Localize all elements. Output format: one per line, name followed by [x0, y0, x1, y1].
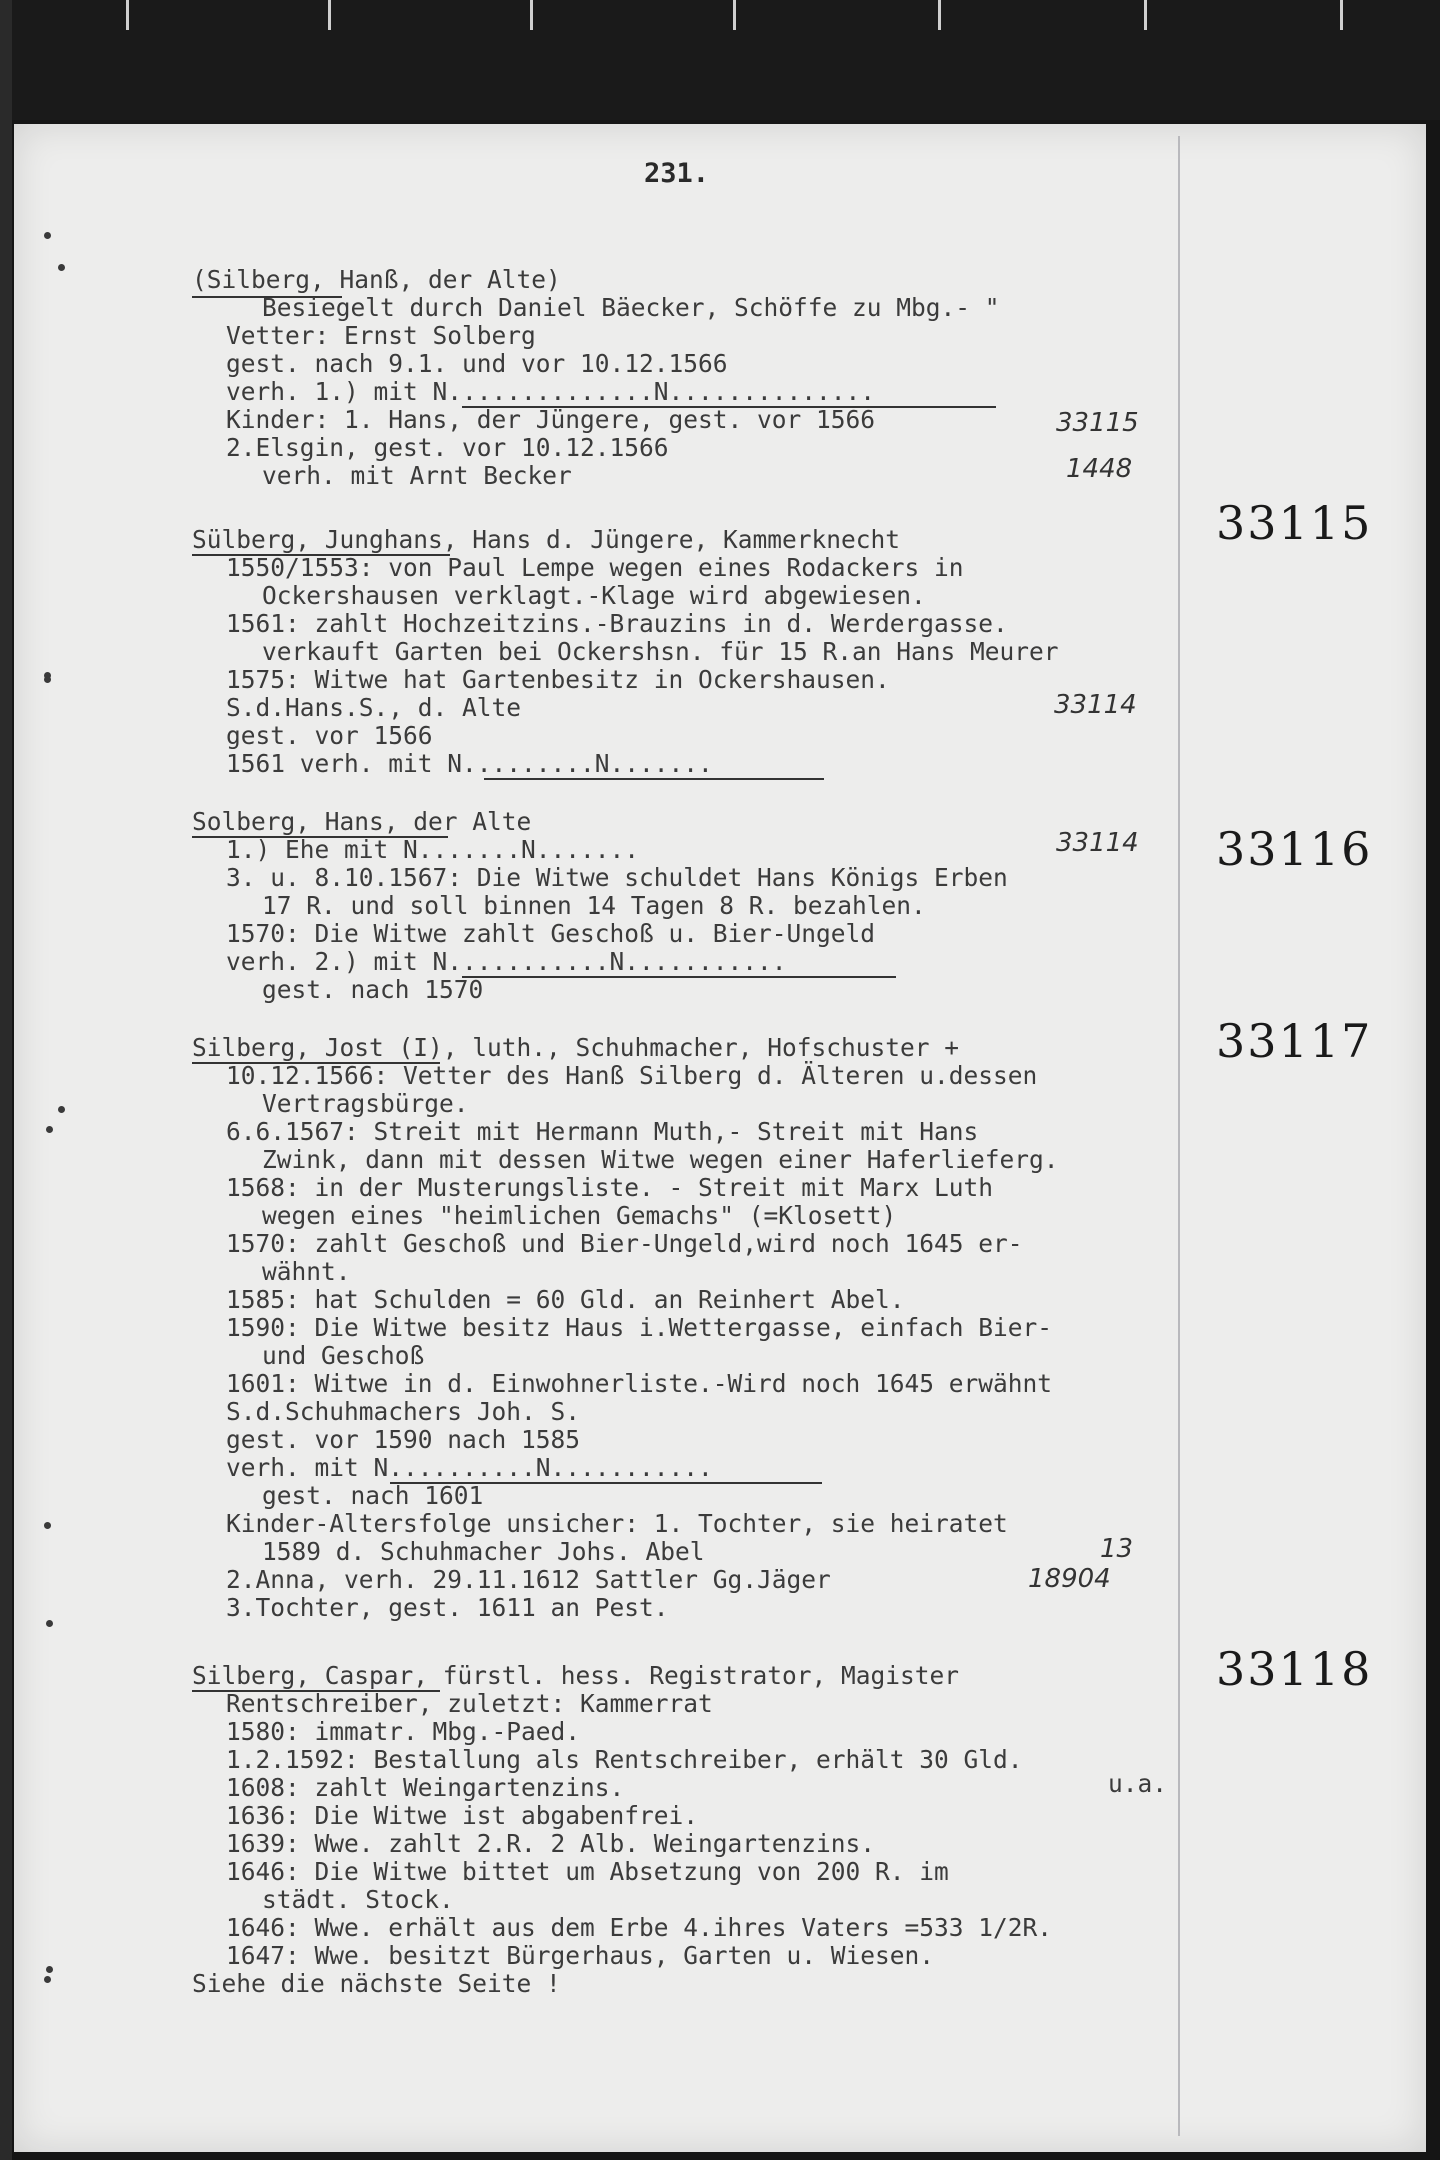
margin-rule	[1178, 136, 1180, 2136]
entry-line: 3.Tochter, gest. 1611 an Pest.	[226, 1593, 669, 1622]
page-number: 231.	[644, 158, 710, 189]
entry-line: verkauft Garten bei Ockershsn. für 15 R.an Hans Meurer	[262, 637, 1059, 666]
entry-line: 1.2.1592: Bestallung als Rentschreiber, erhält 30 Gld.	[226, 1745, 1023, 1774]
punch-mark	[44, 232, 51, 239]
entry-line: 1585: hat Schulden = 60 Gld. an Reinhert Abel.	[226, 1285, 905, 1314]
entry-line: 1589 d. Schuhmacher Johs. Abel	[262, 1537, 705, 1566]
entry-line: Vetter: Ernst Solberg	[226, 321, 536, 350]
entry-line: 1580: immatr. Mbg.-Paed.	[226, 1717, 581, 1746]
entry-line: Vertragsbürge.	[262, 1089, 469, 1118]
scanner-left-edge	[0, 0, 12, 2160]
entry-line: wegen eines "heimlichen Gemachs" (=Klosett)	[262, 1201, 897, 1230]
entry-line: S.d.Schuhmachers Joh. S.	[226, 1397, 581, 1426]
entry-line: 1646: Die Witwe bittet um Absetzung von 200 R. im	[226, 1857, 949, 1886]
punch-mark	[46, 1620, 53, 1627]
entry-line: 1568: in der Musterungsliste. - Streit mit Marx Luth	[226, 1173, 994, 1202]
handwritten-note: 33115	[1056, 408, 1139, 438]
entry-line: 1636: Die Witwe ist abgabenfrei.	[226, 1801, 699, 1830]
entry-line: gest. nach 9.1. und vor 10.12.1566	[226, 349, 728, 378]
handwritten-note: 33114	[1054, 690, 1137, 720]
entry-line: verh. 2.) mit N...........N...........	[226, 947, 787, 976]
entry-line: 2.Anna, verh. 29.11.1612 Sattler Gg.Jäger	[226, 1565, 831, 1594]
entry-heading: Solberg, Hans, der Alte	[192, 807, 532, 836]
punch-mark	[44, 672, 51, 679]
entry-line: Ockershausen verklagt.-Klage wird abgewiesen.	[262, 581, 926, 610]
reference-number: 33118	[1216, 1642, 1373, 1696]
entry-line: Besiegelt durch Daniel Bäecker, Schöffe zu Mbg.- "	[262, 293, 1000, 322]
entry-line: 1647: Wwe. besitzt Bürgerhaus, Garten u. Wiesen.	[226, 1941, 935, 1970]
reference-number: 33115	[1216, 496, 1373, 550]
entry-line: verh. mit Arnt Becker	[262, 461, 572, 490]
scanner-top-strip	[0, 0, 1440, 120]
line-underline	[462, 976, 896, 978]
scanner-tick	[938, 0, 941, 30]
entry-heading: (Silberg, Hanß, der Alte)	[192, 265, 561, 294]
entry-line: Kinder-Altersfolge unsicher: 1. Tochter, sie heiratet	[226, 1509, 1008, 1538]
scanner-tick	[530, 0, 533, 30]
typed-note: u.a.	[1108, 1769, 1168, 1798]
entry-line: 1575: Witwe hat Gartenbesitz in Ockershausen.	[226, 665, 890, 694]
scanner-tick	[1340, 0, 1343, 30]
entry-line: 1570: Die Witwe zahlt Geschoß u. Bier-Ungeld	[226, 919, 876, 948]
entry-line: gest. vor 1566	[226, 721, 433, 750]
entry-line: 10.12.1566: Vetter des Hanß Silberg d. Älteren u.dessen	[226, 1061, 1038, 1090]
scanner-tick	[733, 0, 736, 30]
entry-line: städt. Stock.	[262, 1885, 454, 1914]
reference-number: 33116	[1216, 822, 1373, 876]
entry-line: 1.) Ehe mit N.......N.......	[226, 835, 640, 864]
document-page	[14, 124, 1426, 2152]
entry-line: und Geschoß	[262, 1341, 425, 1370]
punch-mark	[46, 1966, 53, 1973]
scanner-tick	[126, 0, 129, 30]
entry-line: 3. u. 8.10.1567: Die Witwe schuldet Hans Königs Erben	[226, 863, 1008, 892]
handwritten-note: 13	[1100, 1534, 1134, 1564]
entry-heading: Silberg, Jost (I), luth., Schuhmacher, Hofschuster +	[192, 1033, 960, 1062]
entry-line: verh. 1.) mit N..............N..............	[226, 377, 876, 406]
punch-mark	[58, 264, 65, 271]
punch-mark	[58, 1106, 65, 1113]
entry-line: gest. nach 1601	[262, 1481, 484, 1510]
handwritten-note: 1448	[1066, 454, 1133, 484]
entry-line: wähnt.	[262, 1257, 351, 1286]
entry-line: 1561 verh. mit N.........N.......	[226, 749, 713, 778]
entry-line: 1608: zahlt Weingartenzins.	[226, 1773, 625, 1802]
entry-line: Kinder: 1. Hans, der Jüngere, gest. vor 1566	[226, 405, 876, 434]
handwritten-note: 33114	[1056, 828, 1139, 858]
entry-line: Siehe die nächste Seite !	[192, 1969, 561, 1998]
entry-heading: Silberg, Caspar, fürstl. hess. Registrator, Magister	[192, 1661, 960, 1690]
entry-line: Zwink, dann mit dessen Witwe wegen einer Haferlieferg.	[262, 1145, 1059, 1174]
entry-line: 1639: Wwe. zahlt 2.R. 2 Alb. Weingartenzins.	[226, 1829, 876, 1858]
punch-mark	[44, 1976, 51, 1983]
handwritten-note: 18904	[1028, 1564, 1111, 1594]
punch-mark	[46, 1126, 53, 1133]
reference-number: 33117	[1216, 1014, 1373, 1068]
entry-line: 1550/1553: von Paul Lempe wegen eines Rodackers in	[226, 553, 964, 582]
entry-line: gest. vor 1590 nach 1585	[226, 1425, 581, 1454]
entry-line: 1646: Wwe. erhält aus dem Erbe 4.ihres Vaters =533 1/2R.	[226, 1913, 1053, 1942]
punch-mark	[44, 1522, 51, 1529]
entry-line: 17 R. und soll binnen 14 Tagen 8 R. bezahlen.	[262, 891, 926, 920]
scanner-tick	[328, 0, 331, 30]
entry-line: verh. mit N..........N...........	[226, 1453, 713, 1482]
entry-line: 1570: zahlt Geschoß und Bier-Ungeld,wird noch 1645 er-	[226, 1229, 1023, 1258]
entry-line: 1590: Die Witwe besitz Haus i.Wettergasse, einfach Bier-	[226, 1313, 1053, 1342]
entry-heading: Sülberg, Junghans, Hans d. Jüngere, Kammerknecht	[192, 525, 901, 554]
entry-line: 1601: Witwe in d. Einwohnerliste.-Wird noch 1645 erwähnt	[226, 1369, 1053, 1398]
entry-line: gest. nach 1570	[262, 975, 484, 1004]
entry-line: 1561: zahlt Hochzeitzins.-Brauzins in d. Werdergasse.	[226, 609, 1008, 638]
entry-line: 2.Elsgin, gest. vor 10.12.1566	[226, 433, 669, 462]
line-underline	[484, 778, 824, 780]
entry-line: Rentschreiber, zuletzt: Kammerrat	[226, 1689, 713, 1718]
entry-line: 6.6.1567: Streit mit Hermann Muth,- Streit mit Hans	[226, 1117, 979, 1146]
scanner-tick	[1144, 0, 1147, 30]
entry-line: S.d.Hans.S., d. Alte	[226, 693, 522, 722]
